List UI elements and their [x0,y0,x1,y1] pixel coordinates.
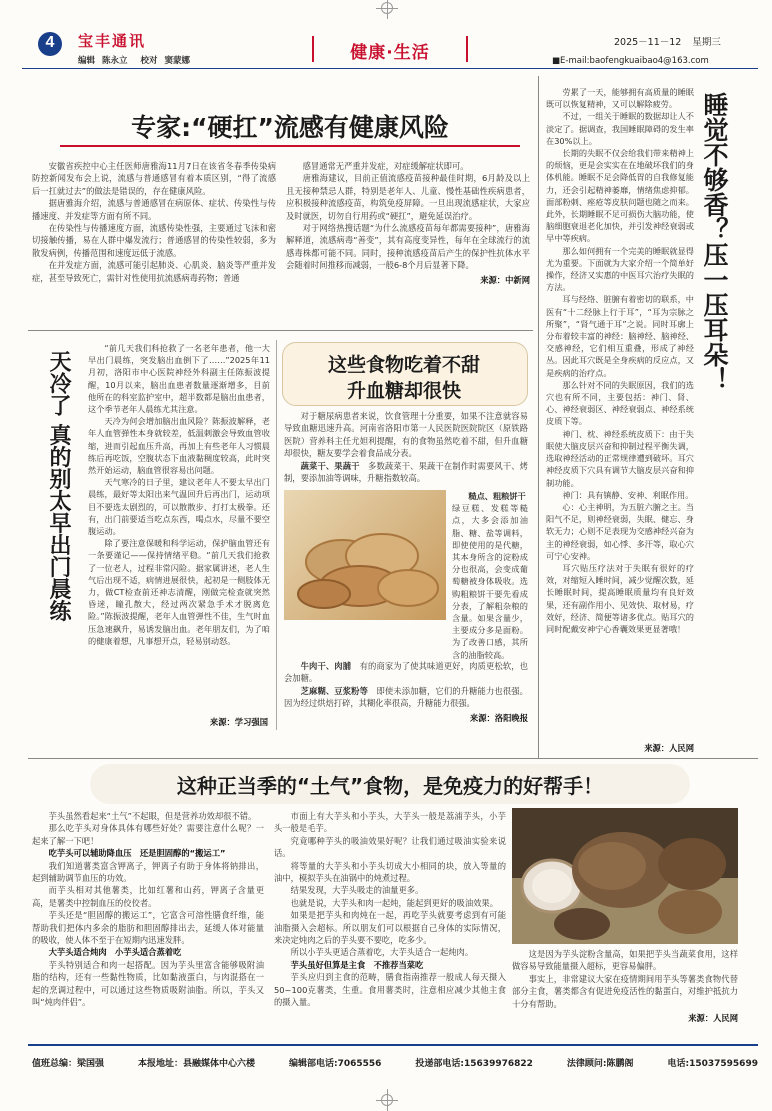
footer-phone: 电话:15037595699 [667,1059,758,1069]
paragraph-text: 绿豆糕、发糕等糙点，大多会添加油脂、糖、盐等调料，即使使用的是代糖，其本身所含的淀粉成分也很高，会变成葡萄糖被身体吸收。选购粗粮饼干要先看成分表，了解粗杂粮的含量。如果含量少，主要成分多是面粉。为了改善口感，其所含的油脂较高。 [452,503,528,660]
subhead: 吃芋头可以辅助降血压 还是胆固醇的“搬运工” [48,848,226,859]
article-sugar-side [452,490,528,660]
weekday: 星期三 [692,37,721,48]
header-rule [22,68,758,69]
paragraph: 唐雅海建议，目前正值流感疫苗接种最佳时期，6月龄及以上且无接种禁忌人群，特别是老年人、儿童、慢性基础性疾病患者，应积极接种流感疫苗，构筑免疫屏障。一旦出现流感症状，大家应及时就医，切勿自行用药或“硬扛”，避免延误治疗。 [286,173,530,221]
article-winter-title [44,350,88,650]
section-rule-right [466,36,468,62]
paragraph: 将等量的大芋头和小芋头切成大小相同的块，放入等量的油中，模拟芋头在油锅中的炖煮过程。 [274,860,506,884]
section-rule-left [312,36,314,62]
article-sugar-title-line2: 升血糖却很快 [346,380,461,402]
rule-col-divider [276,340,277,730]
paragraph: 芋头虽然看起来“土气”不起眼，但是营养功效却很不错。 [48,811,257,821]
article-sugar-source: 来源：洛阳晚报 [469,712,528,723]
paragraph: 在并发症方面，流感可能引起肺炎、心肌炎、脑炎等严重并发症，甚至导致死亡，需针对性使用抗流感病毒药物；普通 [32,260,276,283]
subhead: 糙点、粗粮饼干 [468,491,526,501]
paragraph [452,490,528,502]
article-winter-title-text: 天冷了 真的别太早出门晨练 [46,350,71,622]
cookies-illustration [284,490,446,620]
paragraph: 那么如何拥有一个完美的睡眠就显得尤为重要。下面就为大家介绍一个简单好操作，经济又实惠的中医耳穴治疗失眠的方法。 [546,245,694,293]
article-ear-title-text: 睡觉不够香？压一压耳朵！ [700,92,729,392]
subhead: 牛肉干、肉脯 [300,661,352,671]
paragraph: 感冒通常无严重并发症，对症缓解症状即可。 [302,161,469,171]
article-sugar-intro [284,410,528,484]
editor-name: 陈永立 [101,56,128,66]
article-flu-title-underline [60,145,520,147]
article-flu-col2 [286,160,530,286]
article-sugar-title-line1: 这些食物吃着不甜 [327,354,480,376]
editor-line [78,54,190,66]
paragraph-text: 有的商家为了使其味道更好，肉质更松软，也会加糖。 [284,661,528,684]
cookies-photo [284,490,446,620]
paragraph: 长期的失眠不仅会给我们带来精神上的烦恼，更是会实实在在地破坏我们的身体机能。睡眠不足会降低胃的自我修复能力，还会引起精神萎靡，情绪焦虑抑郁。面部粉刺、痤疮等皮肤问题也随之而来。此外，长期睡眠不足可损伤大脑功能，使脑细胞衰退老化加快，并引发神经衰弱或早中等疾病。 [546,148,694,244]
paragraph [284,460,528,485]
subhead: 芝麻糊、豆浆粉等 [300,685,368,696]
rule-under-flu [28,330,533,331]
footer-address: 本报地址：县融媒体中心六楼 [138,1059,256,1069]
paragraph: 也就是说，大芋头和肉一起炖，能起到更好的吸油效果。 [290,897,499,908]
paragraph: 神门：具有镇静、安神、利眠作用。 [562,489,694,500]
proof-label: 校对 [140,56,158,66]
paragraph: 芋头应归到主食的范畴，膳食指南推荐一般成人每天摄入50~100克薯类，生重。食用薯类时，注意相应减少其他主食的摄入量。 [274,972,506,1008]
article-taro-col1 [32,810,264,1009]
paragraph-text: 多数蔬菜干、果蔬干在制作时需要风干、烤制，要添加油等调味，升糖指数较高。 [284,460,528,484]
rule-right-col [538,76,539,758]
registration-mark-top [381,2,393,14]
paragraph: 天冷为何会增加脑出血风险？陈振波解释，老年人血管弹性本身就较差，低温刺激会导致血管收缩，进而引起血压升高，再加上有些老年人习惯晨练后再吃饭，空腹状态下血液黏稠度较高，此时突然开始运动，脑血管很容易出问题。 [88,416,270,476]
paragraph: 劳累了一天，能够拥有高质量的睡眠既可以恢复精神，又可以解除疲劳。 [546,87,694,110]
paragraph-text: 即使未添加糖，它们的升糖能力也很强。因为经过烘焙打碎，其糊化率很高，升糖能力很强。 [284,685,528,709]
footer-delivery-phone: 投递部电话:15639976822 [415,1059,533,1069]
article-taro-col3 [512,948,738,1024]
paragraph: 耳与经络、脏腑有着密切的联系，中医有“十二经脉上行于耳”，“耳为宗脉之所聚”，“肾气通于耳”之说。同时耳廓上分布着较丰富的神经：脑神经、脑神经、交感神经，它们相互重叠，形成了神经丛。因此耳穴既是全身疾病的反应点，又是疾病的治疗点。 [546,294,694,378]
paragraph: 据唐雅海介绍，流感与普通感冒在病原体、症状、传染性与传播速度、并发症等方面有所不同。 [32,198,276,221]
paragraph: 安徽省疾控中心主任医师唐雅海11月7日在该省冬春季传染病防控新闻发布会上说，流感与普通感冒有着本质区别，“得了流感后一扛就过去”的做法是错误的，存在健康风险。 [32,161,276,196]
editor-label: 编辑 [78,56,96,66]
article-ear-title [698,92,738,432]
paragraph: 天气寒冷的日子里，建议老年人不要太早出门晨练，最好等太阳出来气温回升后再出门，运动项目不要选太剧烈的，可以散散步、打打太极拳。还有，出门前要适当吃点东西，喝点水，尽量不要空腹运动。 [88,477,270,537]
article-flu-title: 专家:“硬扛”流感有健康风险 [131,113,449,142]
section-title: 健康·生活 [350,43,430,63]
paragraph: 心：心主神明，为五脏六腑之主。当阳气不足，则神经衰弱，失眠、健忘、身软无力；心则不足表现为交感神经兴奋为主的神经衰弱，如心悸、多汗等，取心穴可宁心安神。 [546,501,694,561]
paragraph: 究竟哪种芋头的吸油效果好呢？让我们通过吸油实验来说话。 [274,835,506,859]
article-winter-body [88,342,270,732]
paragraph [284,685,528,710]
photo-caption: 这是因为芋头淀粉含量高，如果把芋头当蔬菜食用，这样做容易导致能量摄入超标，更容易偏胖。 [512,949,738,972]
article-flu-source: 来源：中新网 [480,274,530,285]
article-sugar-bottom [284,660,528,724]
registration-mark-bottom [381,1094,393,1106]
paragraph: 那么针对不同的失眠原因，我们的选穴也有所不同，主要包括：神门、肾、心、神经衰弱区、神经衰弱点、神经系统皮质下等。 [546,379,694,427]
paragraph: 如果是把芋头和肉炖在一起，再吃芋头就要考虑到有可能油脂摄入会超标。所以朋友们可以根据自己身体的实际情况，来决定炖肉之后的芋头要不要吃，吃多少。 [274,910,506,946]
article-winter-source: 来源：学习强国 [209,717,268,727]
paragraph: 除了要注意保暖和科学运动，保护脑血管还有一条要谨记——保持情绪平稳。“前几天我们抢救了一位老人，过程非常闪险。据家属讲述，老人生气后出现不适，病情进展很快，起初是一侧肢体无力，做CT检查前还神志清醒，刚做完检查就突然昏迷，瞳孔散大，经过两次紧急手术才脱离危险。”陈振波提醒，老年人血管弹性不佳，生气时血压急速飙升，易诱发脑出血。老年朋友们，为了咱的健康着想，凡事想开点，轻易别动怒。 [88,538,270,646]
paragraph: 在传染性与传播速度方面，流感传染性强，主要通过飞沫和密切接触传播，易在人群中爆发流行；普通感冒的传染性较弱，多为散发病例，传播范围和速度远低于流感。 [32,223,276,258]
paragraph [284,660,528,685]
footer-rule [28,1044,758,1046]
article-taro-title: 这种正当季的“土气”食物，是免疫力的好帮手！ [176,774,604,798]
footer-duty-editor: 值班总编：梁国强 [32,1059,105,1069]
paragraph: 不过，一组关于睡眠的数据却让人不淡定了。据调查，我国睡眠障碍的发生率在30%以上。 [546,111,694,146]
article-taro-source: 来源：人民网 [688,1013,738,1024]
paragraph: 而芋头相对其他薯类，比如红薯和山药，钾离子含量更高，是薯类中控制血压的佼佼者。 [32,885,264,908]
proofreader-name: 窦蒙娜 [164,56,190,66]
article-ear-body [546,86,694,756]
paragraph: 神门、枕、神经系统皮质下：由于失眠使大脑皮层兴奋和抑制过程平衡失调，选取神经活动的正常规律遭到破坏。耳穴神经皮质下穴具有调节大脑皮层兴奋和抑制功能。 [546,428,694,488]
paragraph: 芋头特别适合和肉一起搭配。因为芋头里富含能够吸附油脂的结构，还有一些黏性物质，比如黏液蛋白，与肉混搭在一起的烹调过程中，可以通过这些物质吸附油脂。所以，芋头又叫“炖肉伴侣”。 [32,959,264,1008]
issue-date [614,34,721,48]
footer-editorial-phone: 编辑部电话:7065556 [289,1059,382,1069]
rule-above-taro [28,758,758,759]
article-flu-col1 [32,160,276,284]
subhead: 大芋头适合炖肉 小芋头适合蒸着吃 [48,947,182,958]
footer-legal-advisor: 法律顾问:陈鹏阁 [566,1059,634,1069]
paragraph: 市面上有大芋头和小芋头，大芋头一般是荔浦芋头，小芋头一般是毛芋。 [274,811,506,834]
article-taro-col2 [274,810,506,1009]
page-header [22,30,758,70]
paragraph: 我们知道薯类富含钾离子，钾离子有助于身体将钠排出，起到辅助调节血压的功效。 [32,860,264,884]
taro-photo [512,808,738,944]
paragraph: 那么吃芋头对身体具体有哪些好处？需要注意什么呢？一起来了解一下吧！ [32,823,264,846]
paragraph: 芋头还是“胆固醇的搬运工”，它富含可溶性膳食纤维，能帮助我们把体内多余的脂肪和胆固醇排出去，延缓人体对能量的吸收，使人体不至于在短期内迅速发胖。 [32,910,264,946]
taro-illustration [512,808,738,944]
paragraph: 事实上，非常建议大家在疫情期间用芋头等薯类食物代替部分主食，薯类都含有促进免疫活性的黏蛋白，对维护抵抗力十分有帮助。 [512,973,738,1009]
paper-name: 宝丰通讯 [78,32,147,50]
paragraph: 耳穴贴压疗法对于失眠有很好的疗效，对缩短入睡时间，减少觉醒次数，延长睡眠时间，提高睡眠质量均有良好效果，还有副作用小、见效快、取材易，疗效好，经济、简便等诸多优点。贴耳穴的同时配戴安神宁心香囊效果更显著哦！ [546,562,694,634]
paragraph: 所以小芋头更适合蒸着吃，大芋头适合一起炖肉。 [290,947,474,958]
paragraph: 对于糖尿病患者来说，饮食管理十分重要，如果不注意就容易导致血糖迅速升高。河南省洛阳市第一人民医院医院院区（原铁路医院）营养科主任尤妲利提醒，有的食物虽然吃着不甜，但升血糖却很快，糖友要学会着食品成分表。 [284,411,528,459]
footer [32,1056,758,1069]
paragraph: 结果发现，大芋头吸走的油量更多。 [290,885,424,896]
page-number: 4 [45,34,55,51]
date: 2025－11－12 [614,37,682,48]
email: ■E-mail:baofengkuaibao4@163.com [552,56,709,66]
article-ear-source: 来源：人民网 [644,743,694,753]
paragraph: “前几天我们科抢救了一名老年患者，他一大早出门晨练，突发脑出血倒下了……”2025年11月初，洛阳市中心医院神经外科副主任陈振波提醒，10月以来，脑出血患者数量逐渐增多，目前他所在的科室监护室中，超半数都是脑出血患者，这个季节老年人晨练尤其注意。 [88,343,270,415]
subhead: 芋头虽好但算是主食 不推荐当菜吃 [290,959,424,970]
subhead: 蔬菜干、果蔬干 [300,460,360,471]
paragraph: 对于网络热搜话题“为什么流感疫苗每年都需要接种”，唐雅海解释道，流感病毒“善变”，其有高度变异性，每年在全球流行的流感毒株都可能不同。同时，接种流感疫苗后产生的保护性抗体水平会随着时间推移而减弱，一般6-8个月后显著下降。 [286,223,530,271]
